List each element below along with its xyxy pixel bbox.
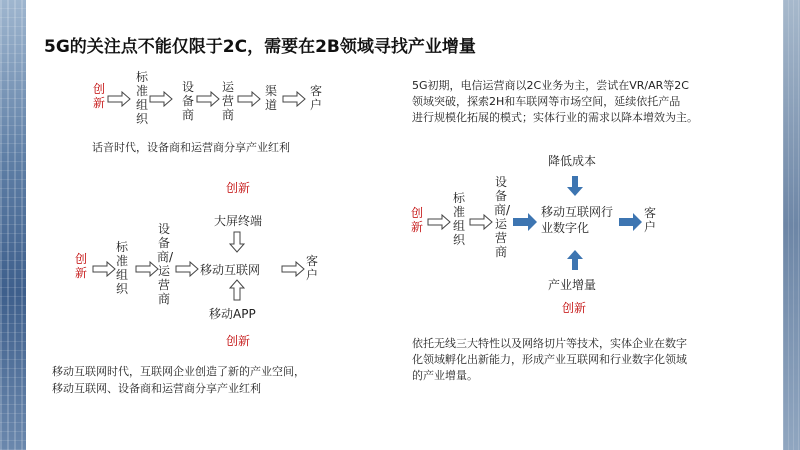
slide-title: 5G的关注点不能仅限于2C，需要在2B领域寻找产业增量 (44, 37, 476, 57)
p3-mobile-internet-industry-digitalization: 移动互联网行业数字化 (541, 205, 614, 235)
p2-mobile-internet: 移动互联网 (200, 263, 261, 277)
p2-innovation-label: 创新 (74, 252, 87, 280)
p2-bottom-innovation-label: 创新 (226, 334, 251, 348)
p2-equipment-operator: 设备商/运营商 (157, 222, 174, 306)
p3-caption-line2: 化领域孵化出新能力，形成产业互联网和行业数字化领域 (412, 353, 687, 366)
p3-caption-line1: 依托无线三大特性以及网络切片等技术，实体企业在数字 (412, 337, 687, 350)
p1-innovation-label: 创新 (92, 82, 105, 110)
p2-caption-line2: 移动互联网、设备商和运营商分享产业红利 (52, 382, 261, 395)
p1-caption: 话音时代，设备商和运营商分享产业红利 (92, 141, 290, 154)
p3-industry-increment: 产业增量 (548, 278, 597, 292)
p3-blue-down-arrow (567, 176, 583, 196)
p3-customer: 客户 (643, 206, 656, 234)
p3-intro-line2: 领域突破，探索2H和车联网等市场空间，延续依托产品 (412, 95, 681, 108)
p2-customer: 客户 (305, 254, 318, 282)
p1-operator: 运营商 (221, 80, 234, 122)
p3-caption-line3: 的产业增量。 (412, 369, 478, 382)
p2-big-screen-terminal: 大屏终端 (214, 214, 263, 228)
p3-intro-line1: 5G初期，电信运营商以2C业务为主，尝试在VR/AR等2C (412, 79, 689, 92)
p3-cost-reduction: 降低成本 (548, 154, 597, 168)
p3-innovation-label: 创新 (410, 206, 423, 234)
p2-standards-org: 标准组织 (115, 240, 128, 296)
p1-standards-org: 标准组织 (135, 70, 148, 126)
p3-blue-up-arrow (567, 250, 583, 270)
p2-caption-line1: 移动互联网时代，互联网企业创造了新的产业空间， (52, 365, 305, 378)
p2-top-innovation-label: 创新 (226, 181, 251, 195)
p3-equipment-operator: 设备商/运营商 (494, 175, 511, 259)
p1-channel: 渠道 (264, 84, 277, 112)
p1-equipment-vendor: 设备商 (181, 80, 194, 122)
p3-hollow-arrow (428, 215, 450, 229)
p3-standards-org: 标准组织 (452, 191, 465, 247)
p3-intro-line3: 进行规模化拓展的模式；实体行业的需求以降本增效为主。 (412, 111, 698, 124)
p3-bottom-innovation-label: 创新 (562, 301, 587, 315)
p3-hollow-arrow (470, 215, 492, 229)
p2-mobile-app: 移动APP (209, 307, 256, 321)
p3-blue-arrow (513, 213, 537, 231)
p1-customer: 客户 (309, 84, 322, 112)
p3-blue-arrow (619, 213, 642, 231)
